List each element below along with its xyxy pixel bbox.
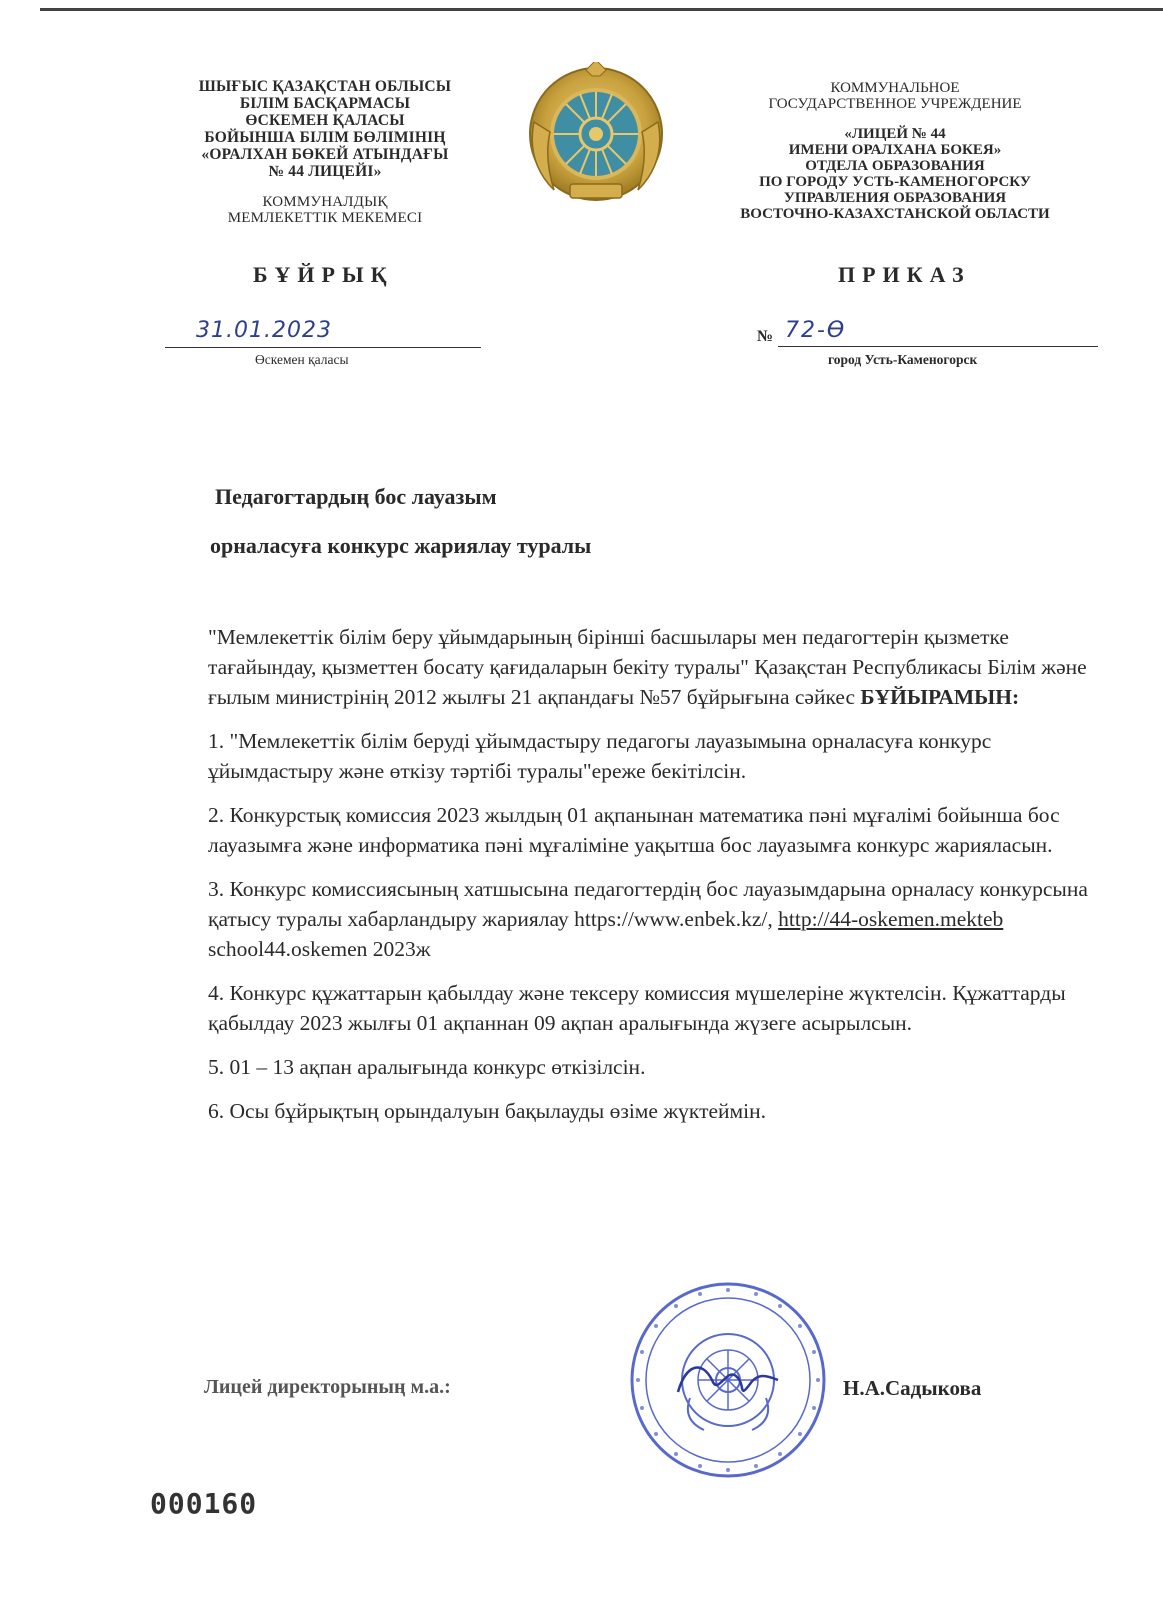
document-title-line1: Педагогтардың бос лауазым — [215, 484, 497, 509]
header-kz-line: ШЫҒЫС ҚАЗАҚСТАН ОБЛЫСЫ — [198, 78, 452, 95]
header-ru-line: ПО ГОРОДУ УСТЬ-КАМЕНОГОРСКУ — [759, 174, 1031, 190]
state-emblem-icon — [520, 62, 672, 212]
org-type-line: ГОСУДАРСТВЕННОЕ УЧРЕЖДЕНИЕ — [768, 96, 1022, 112]
number-sign: № — [757, 328, 774, 345]
header-ru-org-name — [705, 126, 1085, 222]
document-title-line2: орналасуға конкурс жариялау туралы — [210, 533, 592, 558]
signatory-name: Н.А.Садыкова — [843, 1376, 982, 1400]
doc-type-kz: БҰЙРЫҚ — [253, 262, 394, 287]
signature-label: Лицей директорының м.а.: — [204, 1376, 451, 1398]
header-ru-line: ИМЕНИ ОРАЛХАНА БОКЕЯ» — [788, 142, 1002, 158]
city-ru: город Усть-Каменогорск — [828, 352, 978, 367]
order-item-3-tail: school44.oskemen 2023ж — [208, 937, 431, 961]
header-ru — [705, 80, 1085, 222]
handwritten-number: 72-Ө — [785, 318, 847, 343]
order-item-1: 1. "Мемлекеттік білім беруді ұйымдастыру педагогы лауазымына орналасуға конкурс ұйымдастыру және өткізу тәртібі туралы"ереже бекітілсін. — [208, 729, 992, 783]
preamble-text: "Мемлекеттік білім беру ұйымдарының бірінші басшылары мен педагогтерін қызметке тағайындау, қызметтен босату қағидаларын бекіту туралы" Қазақстан Республикасы Білім және ғылым министрінің 2012 жылғы 21 ақпандағы №57 бұйрығына сәйкес — [208, 625, 1087, 709]
header-kz — [165, 78, 485, 226]
header-ru-line: ВОСТОЧНО-КАЗАХСТАНСКОЙ ОБЛАСТИ — [740, 206, 1050, 222]
scan-top-edge — [40, 8, 1163, 11]
document-body — [208, 622, 1088, 1140]
city-kz: Өскемен қаласы — [255, 352, 349, 367]
header-ru-line: ОТДЕЛА ОБРАЗОВАНИЯ — [805, 158, 985, 174]
header-kz-line: БІЛІМ БАСҚАРМАСЫ — [239, 95, 411, 112]
header-kz-line: БОЙЫНША БІЛІМ БӨЛІМІНІҢ — [204, 129, 446, 146]
order-item-3-text: 3. Конкурс комиссиясының хатшысына педагогтердің бос лауазымдарына орналасу конкурсына қатысу туралы хабарландыру жариялау https://www.enbek.kz/, — [208, 877, 1088, 931]
org-type-line: КОММУНАЛЬНОЕ — [830, 80, 960, 96]
order-item-5: 5. 01 – 13 ақпан аралығында конкурс өткізілсін. — [208, 1055, 646, 1079]
doc-type-ru: ПРИКАЗ — [838, 262, 971, 287]
handwritten-date: 31.01.2023 — [196, 318, 332, 343]
order-item-2: 2. Конкурстық комиссия 2023 жылдың 01 ақпанынан математика пәні мұғалімі бойынша бос лауазымға және информатика пәні мұғаліміне уақытша бос лауазымға конкурс жарияласын. — [208, 803, 1060, 857]
official-seal-icon — [628, 1280, 828, 1480]
number-underline — [778, 346, 1098, 347]
serial-number: 000160 — [150, 1487, 258, 1520]
school-website-link[interactable]: http://44-oskemen.mekteb — [778, 907, 1004, 931]
header-kz-line: «ОРАЛХАН БӨКЕЙ АТЫНДАҒЫ — [201, 146, 449, 163]
org-type-line: КОММУНАЛДЫҚ — [262, 194, 388, 210]
header-ru-line: «ЛИЦЕЙ № 44 — [844, 126, 946, 142]
preamble-paragraph — [208, 622, 1088, 712]
header-ru-line: УПРАВЛЕНИЯ ОБРАЗОВАНИЯ — [783, 190, 1007, 206]
order-word: БҰЙЫРАМЫН: — [860, 685, 1020, 709]
order-item-3 — [208, 874, 1088, 964]
org-type-line: МЕМЛЕКЕТТІК МЕКЕМЕСІ — [227, 210, 423, 226]
order-item-6: 6. Осы бұйрықтың орындалуын бақылауды өзіме жүктеймін. — [208, 1099, 766, 1123]
header-kz-org-type — [165, 194, 485, 226]
header-kz-line: № 44 ЛИЦЕЙІ» — [268, 163, 382, 180]
header-kz-line: ӨСКЕМЕН ҚАЛАСЫ — [245, 112, 405, 129]
date-underline — [165, 347, 481, 348]
order-item-4: 4. Конкурс құжаттарын қабылдау және тексеру комиссия мүшелеріне жүктелсін. Құжаттарды қабылдау 2023 жылғы 01 ақпаннан 09 ақпан аралығында жүзеге асырылсын. — [208, 981, 1066, 1035]
